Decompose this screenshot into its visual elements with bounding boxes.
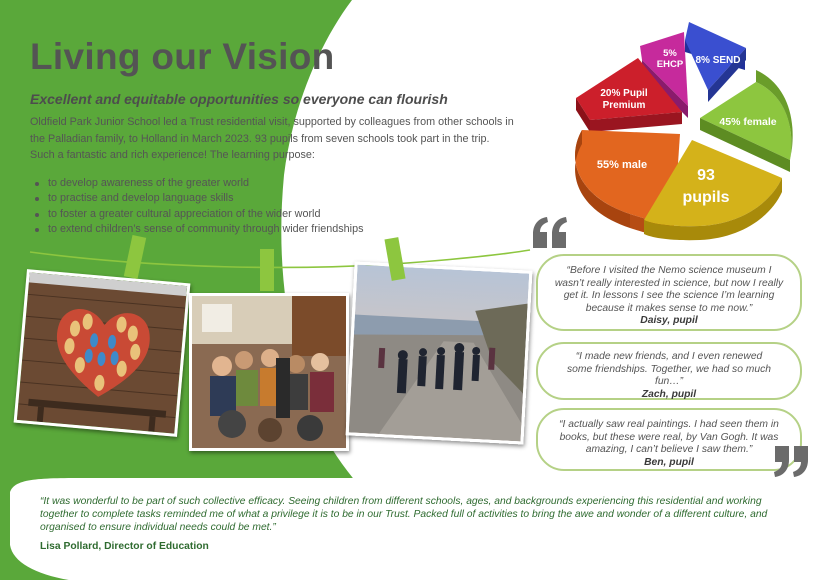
slice-send: [685, 22, 746, 102]
testimonial-bubble: [536, 254, 802, 331]
slice-label-line: Premium: [602, 100, 646, 111]
slice-label: 8% SEND: [695, 55, 741, 66]
testimonial-bubble: [536, 408, 802, 471]
purpose-list: [30, 176, 363, 237]
slice-label: [600, 88, 647, 111]
slice-label: 45% female: [719, 116, 777, 128]
testimonial-author: Ben, pupil: [644, 456, 694, 468]
director-quote-author: Lisa Pollard, Director of Education: [40, 541, 209, 552]
photo-heart-wall: [14, 269, 191, 437]
clothes-peg-icon: [260, 249, 274, 291]
testimonial-author: Zach, pupil: [641, 388, 697, 400]
testimonial-text: “I made new friends, and I even renewed some friendships. Together, we had so much fun…”: [567, 351, 771, 388]
heart-of-clogs-image: [17, 272, 187, 433]
testimonial-text: “I actually saw real paintings. I had seen them in books, but these were real, by Van Gogh. It was amazing, I can’t believe I saw them.”: [559, 419, 779, 456]
slice-label-line: pupils: [682, 189, 730, 206]
slice-label-line: 93: [697, 167, 715, 184]
page-title: Living our Vision: [30, 36, 335, 77]
beach-promenade-image: [349, 265, 530, 442]
director-quote: “It was wonderful to be part of such collective efficacy. Seeing children from different schools, ages, and backgrounds experiencing this residential and working together to complete tasks reminded me of what a privilege it is to be in our Trust. Packed full of activities to bring the awe and wonder of a different culture, and organised to ensure individual needs could be met.”: [40, 496, 768, 533]
purpose-item: to develop awareness of the greater world: [30, 176, 363, 191]
testimonial-text: “Before I visited the Nemo science museum I wasn’t really interested in science, but now I really get it. In lessons I see the science I’m learning because it makes sense to me now.”: [554, 265, 784, 314]
page-subtitle: Excellent and equitable opportunities so everyone can flourish: [30, 91, 448, 107]
slice-label-line: EHCP: [656, 59, 684, 70]
pupil-pie-chart: [560, 18, 810, 243]
children-activity-image: [192, 296, 346, 448]
slice-label-line: 5%: [663, 48, 677, 59]
open-quote-icon: [531, 216, 569, 250]
slice-label-line: 20% Pupil: [600, 88, 648, 99]
photo-children-group: [189, 293, 349, 451]
purpose-item: to practise and develop language skills: [30, 191, 363, 206]
slice-label: 55% male: [596, 159, 648, 171]
photo-beach-walk: [346, 261, 533, 444]
testimonial-author: Daisy, pupil: [640, 315, 698, 327]
close-quote-icon: [772, 444, 810, 478]
purpose-item: to extend children’s sense of community through wider friendships: [30, 222, 363, 237]
purpose-item: to foster a greater cultural appreciation of the wider world: [30, 207, 363, 222]
testimonial-bubble: [536, 342, 802, 400]
intro-paragraph: Oldfield Park Junior School led a Trust residential visit, supported by colleagues from other schools in the Palladian family, to Holland in March 2023. 93 pupils from seven schools took part in the trip. Such a fantastic and rich experience! The learning purpose:: [30, 116, 514, 161]
